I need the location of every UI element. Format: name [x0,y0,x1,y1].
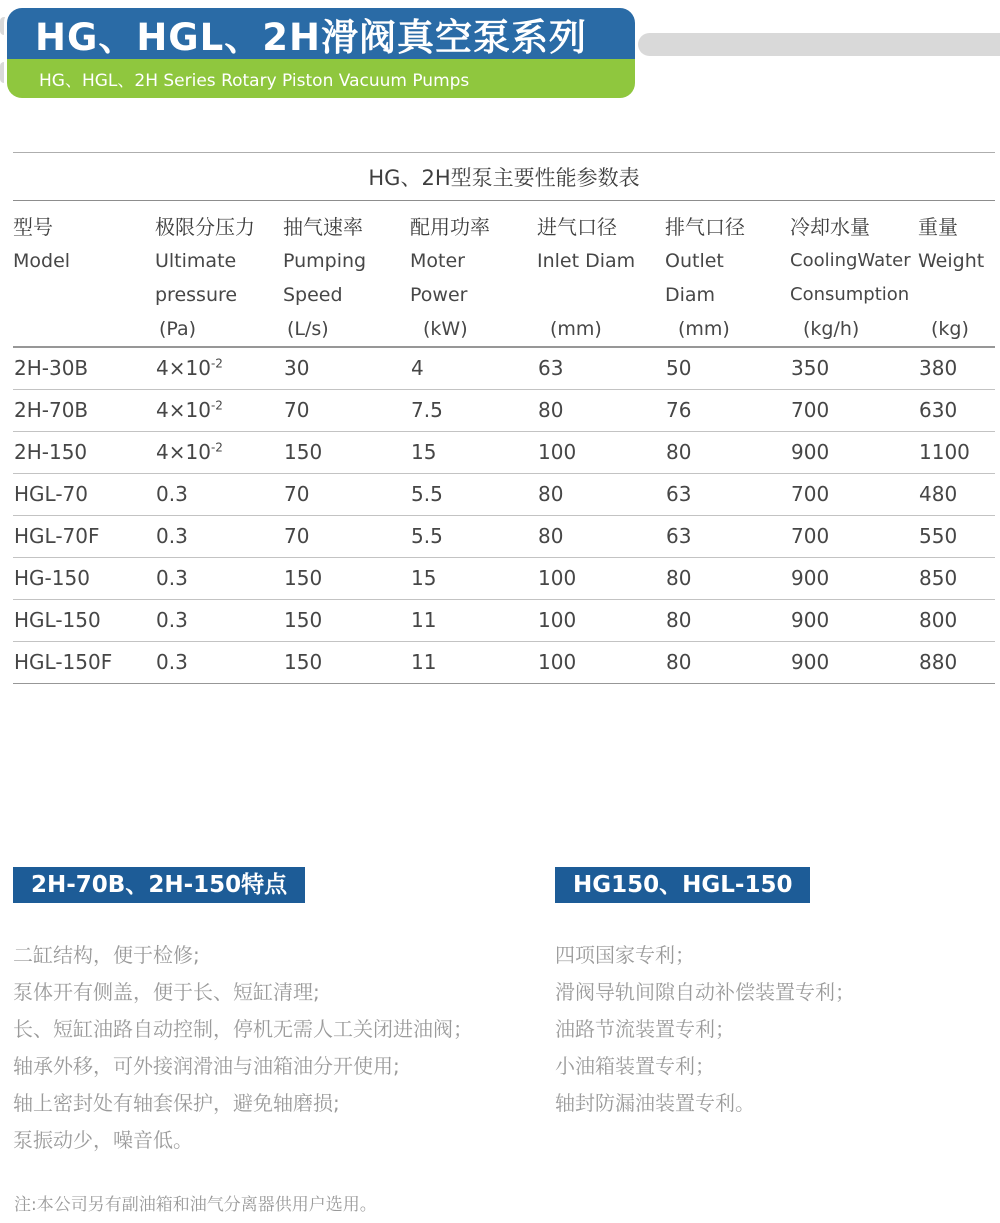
cell-water: 900 [790,557,918,599]
cell-water: 700 [790,473,918,515]
header-banner [4,5,638,101]
features-header-hg: HG150、HGL-150 [555,867,810,903]
cell-outlet: 80 [665,557,790,599]
column-header-outlet-diam: 排气口径 Outlet Diam (mm) [665,215,745,340]
cell-water: 900 [790,431,918,473]
column-header-cooling-water: 冷却水量 CoolingWater Consumption (kg/h) [790,215,911,340]
cell-power: 15 [410,557,537,599]
cell-weight: 380 [918,347,995,389]
table-row [13,515,995,557]
cell-power: 5.5 [410,473,537,515]
cell-speed: 70 [283,515,410,557]
cell-inlet: 63 [537,347,665,389]
banner-title-bar [7,8,635,59]
cell-power: 15 [410,431,537,473]
table-row [13,347,995,389]
column-header-weight: 重量 Weight (kg) [918,215,985,340]
column-header-pumping-speed: 抽气速率 Pumping Speed (L/s) [283,215,367,340]
cell-power: 5.5 [410,515,537,557]
cell-power: 11 [410,599,537,641]
list-item: 二缸结构，便于检修; [13,943,200,967]
cell-water: 900 [790,599,918,641]
cell-inlet: 80 [537,389,665,431]
column-header-motor-power: 配用功率 Moter Power (kW) [410,215,490,340]
cell-pressure: 0.3 [155,641,283,683]
cell-outlet: 80 [665,599,790,641]
decorative-gray-bar [638,33,1000,56]
column-header-inlet-diam: 进气口径 Inlet Diam (mm) [537,215,636,340]
cell-model: HGL-150 [13,599,155,641]
cell-water: 350 [790,347,918,389]
features-section-2h [13,867,473,1159]
cell-model: HGL-150F [13,641,155,683]
cell-power: 11 [410,641,537,683]
column-header-model: 型号 Model [13,215,71,272]
cell-weight: 1100 [918,431,995,473]
cell-pressure: 0.3 [155,515,283,557]
list-item: 油路节流装置专利； [555,1017,735,1041]
list-item: 轴上密封处有轴套保护，避免轴磨损; [13,1091,340,1115]
table-header-row [13,201,995,348]
cell-model: HGL-70F [13,515,155,557]
cell-pressure: $4\times 10^{-2}$ [155,389,283,431]
cell-inlet: 100 [537,431,665,473]
cell-pressure: $4\times 10^{-2}$ [155,347,283,389]
table-row [13,473,995,515]
performance-table-section [13,152,995,684]
list-item: 四项国家专利； [555,943,695,967]
cell-weight: 550 [918,515,995,557]
list-item: 长、短缸油路自动控制，停机无需人工关闭进油阀； [13,1017,473,1041]
performance-table [13,200,995,684]
cell-water: 700 [790,515,918,557]
cell-speed: 70 [283,473,410,515]
cell-outlet: 80 [665,431,790,473]
footnote: 注:本公司另有副油箱和油气分离器供用户选用。 [14,1195,377,1215]
list-item: 泵振动少，噪音低。 [13,1128,193,1152]
cell-pressure: 0.3 [155,557,283,599]
cell-speed: 30 [283,347,410,389]
list-item: 滑阀导轨间隙自动补偿装置专利； [555,980,855,1004]
cell-model: 2H-150 [13,431,155,473]
cell-pressure: $4\times 10^{-2}$ [155,431,283,473]
cell-weight: 800 [918,599,995,641]
table-row [13,389,995,431]
cell-outlet: 50 [665,347,790,389]
header-banner-zone [0,0,1000,112]
cell-outlet: 63 [665,515,790,557]
cell-weight: 880 [918,641,995,683]
cell-outlet: 63 [665,473,790,515]
cell-speed: 70 [283,389,410,431]
cell-speed: 150 [283,599,410,641]
cell-speed: 150 [283,431,410,473]
cell-water: 900 [790,641,918,683]
cell-inlet: 100 [537,557,665,599]
table-row [13,599,995,641]
list-item: 小油箱装置专利； [555,1054,715,1078]
banner-title-zh: HG、HGL、2H滑阀真空泵系列 [35,15,587,59]
features-list-hg [555,937,855,1122]
cell-inlet: 80 [537,473,665,515]
table-row [13,641,995,683]
list-item: 轴承外移，可外接润滑油与油箱油分开使用; [13,1054,400,1078]
cell-weight: 850 [918,557,995,599]
cell-pressure: 0.3 [155,599,283,641]
table-row [13,431,995,473]
banner-title-en: HG、HGL、2H Series Rotary Piston Vacuum Pumps [39,71,470,91]
cell-inlet: 100 [537,641,665,683]
column-header-ultimate-pressure: 极限分压力 Ultimate pressure (Pa) [155,215,255,340]
cell-weight: 480 [918,473,995,515]
cell-water: 700 [790,389,918,431]
list-item: 泵体开有侧盖，便于长、短缸清理; [13,980,320,1004]
features-section-hg [555,867,855,1122]
table-row [13,557,995,599]
cell-model: 2H-70B [13,389,155,431]
list-item: 轴封防漏油装置专利。 [555,1091,755,1115]
cell-speed: 150 [283,641,410,683]
cell-model: 2H-30B [13,347,155,389]
cell-inlet: 80 [537,515,665,557]
cell-weight: 630 [918,389,995,431]
cell-speed: 150 [283,557,410,599]
cell-power: 4 [410,347,537,389]
cell-outlet: 80 [665,641,790,683]
cell-power: 7.5 [410,389,537,431]
table-title: HG、2H型泵主要性能参数表 [368,166,640,190]
features-list-2h [13,937,473,1159]
cell-inlet: 100 [537,599,665,641]
features-header-2h: 2H-70B、2H-150特点 [13,867,305,903]
cell-model: HGL-70 [13,473,155,515]
cell-pressure: 0.3 [155,473,283,515]
banner-subtitle-bar [7,59,635,98]
cell-outlet: 76 [665,389,790,431]
cell-model: HG-150 [13,557,155,599]
